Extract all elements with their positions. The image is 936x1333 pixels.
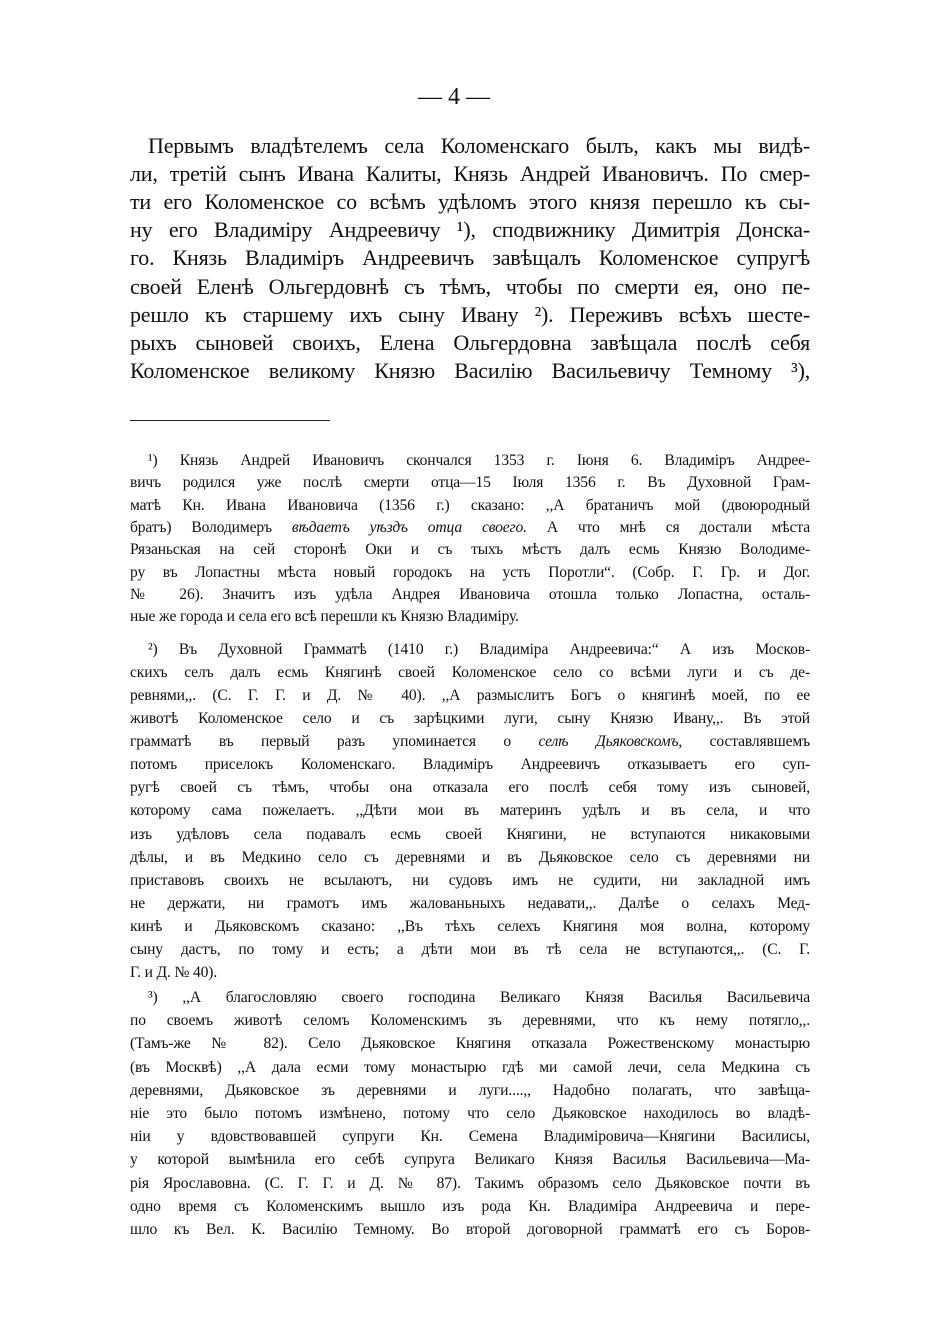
main-text-line: Коломенское великому Князю Василію Васильевичу Темному ³), bbox=[130, 357, 810, 383]
footnote-line: ные же города и села его всѣ перешли къ Князю Владиміру. bbox=[130, 608, 519, 626]
main-text-line: ну его Владиміру Андреевичу ¹), сподвижнику Димитрія Донска- bbox=[130, 217, 810, 243]
main-text-line: го. Князь Владиміръ Андреевичъ завѣщалъ Коломенское супругѣ bbox=[130, 245, 810, 271]
footnote-line: шло къ Вел. К. Василію Темному. Во второй договорной грамматѣ его съ Боров- bbox=[130, 1221, 810, 1238]
footnote-line: ніе это было потомъ измѣнено, потому что село Дьяковское находилось во владѣ- bbox=[130, 1105, 810, 1122]
footnote-line: вичъ родился уже послѣ смерти отца—15 Іюля 1356 г. Въ Духовной Грам- bbox=[130, 474, 810, 492]
footnote-line: деревнями, Дьяковское зъ деревнями и луги....,, Надобно полагать, что завѣща- bbox=[130, 1081, 810, 1099]
footnote-line: изъ удѣловъ села подавалъ есмь своей Княгини, не вступаются никаковыми bbox=[130, 825, 810, 843]
footnote-text: , составлявшемъ bbox=[678, 733, 810, 751]
footnote-line: сыну дастъ, по тому и есть; а дѣти мои въ тѣ села не вступаются,,. (С. Г. bbox=[130, 940, 810, 958]
main-text-line: Первымъ владѣтелемъ села Коломенскаго былъ, какъ мы видѣ- bbox=[148, 133, 810, 158]
footnote-line: по своемъ животѣ селомъ Коломенскимъ зъ деревнями, что къ нему потягло,,. bbox=[130, 1012, 810, 1030]
footnote-line: скихъ селъ далъ есмь Княгинѣ своей Коломенское село со всѣми луги и съ де- bbox=[130, 664, 810, 682]
footnote-line: ру въ Лопастны мѣста новый городокъ на усть Поротли“. (Собр. Г. Гр. и Дог. bbox=[130, 563, 810, 581]
footnote-divider bbox=[130, 420, 330, 421]
footnote-line: потомъ приселокъ Коломенскаго. Владиміръ Андреевичъ отказываетъ его суп- bbox=[130, 756, 810, 774]
footnote-line: у которой вымѣнила его себѣ супруга Великаго Князя Василья Васильевича—Ма- bbox=[130, 1151, 810, 1169]
footnote-line: (въ Москвѣ) ,,А дала есми тому монастырю гдѣ ми самой лечи, села Медкина съ bbox=[130, 1058, 810, 1076]
footnote-line: (Тамъ-же № 82). Село Дьяковское Княгиня отказала Рожественскому монастырю bbox=[130, 1035, 810, 1053]
main-text-line: ти его Коломенское со всѣмъ удѣломъ этого князя перешло къ сы- bbox=[130, 189, 810, 215]
footnote-line: которому сама пожелаетъ. ,,Дѣти мои въ материнъ удѣлъ и въ села, и что bbox=[130, 802, 810, 820]
main-text-line: ли, третій сынъ Ивана Калиты, Князь Андрей Ивановичъ. По смер- bbox=[130, 161, 810, 187]
italic-quote: вѣдаетъ уѣздъ отца своего. bbox=[291, 518, 527, 536]
main-text-line: рыхъ сыновей своихъ, Елена Ольгердовна завѣщала послѣ себя bbox=[130, 329, 810, 355]
footnote-line: ревнями,,. (С. Г. Г. и Д. № 40). ,,А размыслитъ Богъ о княгинѣ моей, по ее bbox=[130, 687, 810, 705]
footnote-text: братъ) Володимеръ bbox=[130, 518, 292, 536]
footnote-line: ругѣ своей съ тѣмъ, чтобы она отказала его послѣ себя тому изъ сыновей, bbox=[130, 779, 810, 797]
footnote-line: ³) ,,А благословляю своего господина Великаго Князя Василья Васильевича bbox=[148, 989, 810, 1006]
main-text-line: решло къ старшему ихъ сыну Ивану ²). Переживъ всѣхъ шесте- bbox=[130, 301, 810, 327]
footnote-line: Г. и Д. № 40). bbox=[130, 963, 218, 981]
footnote-line: животѣ Коломенское село и съ зарѣцкими луги, сыну Князю Ивану,,. Въ этой bbox=[130, 710, 810, 728]
footnote-line: ніи у вдовствовавшей супруги Кн. Семена Владиміровича—Княгини Василисы, bbox=[130, 1128, 810, 1146]
footnote-line: матѣ Кн. Ивана Ивановича (1356 г.) сказано: ,,А братаничъ мой (двоюродный bbox=[130, 496, 810, 514]
footnote-line: не держати, ни грамотъ имъ жалованьныхъ недавати,,. Далѣе о селахъ Мед- bbox=[130, 894, 810, 912]
italic-quote: селѣ Дьяковскомъ bbox=[538, 733, 679, 751]
footnote-line: рія Ярославовна. (С. Г. Г. и Д. № 87). Такимъ образомъ село Дьяковское почти въ bbox=[130, 1174, 810, 1192]
footnote-line bbox=[130, 733, 810, 751]
footnote-line: № 26). Значитъ изъ удѣла Андрея Ивановича отошла только Лопастна, осталь- bbox=[130, 585, 810, 603]
footnote-line: Рязаньская на сей сторонѣ Оки и съ тыхъ мѣстъ далъ есмь Князю Володиме- bbox=[130, 541, 810, 559]
footnote-line: дѣлы, и въ Медкино село съ деревнями и въ Дьяковское село съ деревнями ни bbox=[130, 848, 810, 866]
main-text-line: своей Еленѣ Ольгердовнѣ съ тѣмъ, чтобы по смерти ея, оно пе- bbox=[130, 273, 810, 299]
footnote-line: кинѣ и Дьяковскомъ сказано: ,,Въ тѣхъ селехъ Княгиня моя волна, которому bbox=[130, 917, 810, 935]
footnote-line: ¹) Князь Андрей Ивановичъ скончался 1353 г. Іюня 6. Владиміръ Андрее- bbox=[148, 452, 810, 469]
footnote-line: одно время съ Коломенскимъ вышло изъ рода Кн. Владиміра Андреевича и пере- bbox=[130, 1197, 810, 1215]
footnote-line: ²) Въ Духовной Грамматѣ (1410 г.) Владиміра Андреевича:“ А изъ Москов- bbox=[148, 641, 810, 658]
footnote-line: приставовъ своихъ не всылаютъ, ни судовъ имъ не судити, ни закладной имъ bbox=[130, 871, 810, 889]
page-number: — 4 — bbox=[418, 84, 490, 110]
footnote-line bbox=[130, 519, 810, 537]
footnote-text: А что мнѣ ся достали мѣста bbox=[526, 518, 810, 536]
footnote-text: грамматѣ въ первый разъ упоминается о bbox=[130, 733, 539, 751]
